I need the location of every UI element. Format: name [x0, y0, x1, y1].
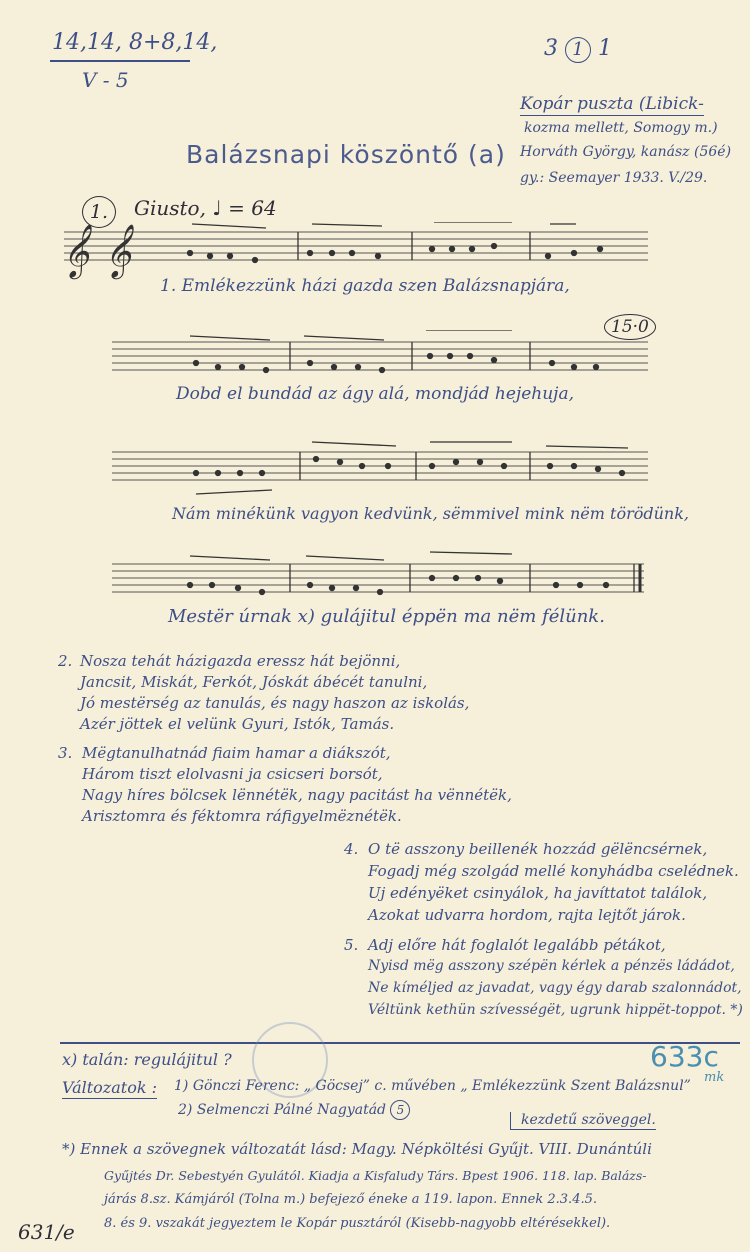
verse-2-line-2: Jancsit, Miskát, Ferkót, Jóskát ábécét tanulni, — [80, 673, 428, 691]
verse-4-line-1: O të asszony beillenék hozzád gëlëncsérnek, — [368, 840, 708, 858]
sheet-number-prefix: 3 — [544, 36, 558, 61]
form-code: V - 5 — [82, 68, 129, 92]
lyrics-line-1: 1. Emlékezzünk házi gazda szen Balázsnapjára, — [160, 276, 570, 296]
verse-4-line-3: Uj edényëket csinyálok, ha javíttatot találok, — [368, 884, 708, 902]
staff-4 — [0, 550, 750, 610]
verse-4-number: 4. — [344, 840, 359, 858]
variants-label: Változatok : — [62, 1078, 158, 1097]
verse-2-line-3: Jó mestërség az tanulás, és nagy haszon az iskolás, — [80, 694, 470, 712]
lyrics-line-3: Nám minékünk vagyon kedvünk, sëmmivel mink nëm törödünk, — [172, 504, 689, 523]
verse-5-line-4: Véltünk kethün szívességët, ugrunk hippët-toppot. *) — [368, 1002, 743, 1018]
lyrics-line-4: Mestër úrnak x) gulájitul éppën ma nëm félünk. — [168, 606, 605, 627]
footnote-star-line-1: *) Ennek a szövegnek változatát lásd: Magy. Népköltési Gyűjt. VIII. Dunántúli — [62, 1140, 652, 1158]
sheet-number-circled: 1 — [565, 37, 591, 63]
lyrics-line-2: Dobd el bundád az ágy alá, mondjád hejehuja, — [176, 384, 574, 404]
verse-5-line-3: Ne kíméljed az javadat, vagy égy darab szalonnádot, — [368, 980, 742, 996]
treble-clef-icon: 𝄞 — [104, 223, 132, 277]
sheet-number — [544, 36, 612, 63]
verse-2-line-1: Nosza tehát házigazda eressz hát bejönni, — [80, 652, 401, 670]
source-performer: Horváth György, kanász (56é) — [520, 144, 732, 160]
variant-2-text: 2) Selmenczi Pálné Nagyatád — [178, 1102, 387, 1118]
verse-4-line-4: Azokat udvarra hordom, rajta lejtőt járok. — [368, 906, 686, 924]
verse-5-number: 5. — [344, 936, 359, 954]
source-place: Kopár puszta (Libick- — [520, 94, 704, 114]
footnote-star-line-4: 8. és 9. vszakát jegyeztem le Kopár pusztáról (Kisebb-nagyobb eltérésekkel). — [104, 1216, 611, 1231]
verse-3-number: 3. — [58, 744, 73, 762]
header-rule — [50, 60, 190, 62]
verse-5-line-2: Nyisd mëg asszony szépën kérlek a pénzës ládádot, — [368, 958, 735, 974]
footnote-divider — [60, 1042, 740, 1044]
source-collector: gy.: Seemayer 1933. V./29. — [520, 170, 708, 186]
staff-3 — [0, 438, 750, 498]
variant-2-note: kezdetű szöveggel. — [510, 1112, 656, 1130]
verse-3-line-3: Nagy híres bölcsek lënnétëk, nagy pacitást ha vënnétëk, — [82, 786, 512, 804]
verse-3-line-4: Arisztomra és féktomra ráfigyelmëznétëk. — [82, 807, 402, 825]
variant-2 — [178, 1100, 410, 1120]
footnote-x: x) talán: regulájitul ? — [62, 1050, 232, 1069]
corner-code: 631/e — [18, 1220, 75, 1244]
tempo-marking: Giusto, ♩ = 64 — [134, 196, 277, 220]
verse-2-number: 2. — [58, 652, 73, 670]
footnote-star-line-2: Gyűjtés Dr. Sebestyén Gyulától. Kiadja a Kisfaludy Társ. Bpest 1906. 118. lap. Balázs- — [104, 1168, 647, 1183]
verse-3-line-2: Három tiszt elolvasni ja csicseri borsót, — [82, 765, 383, 783]
treble-clef-icon: 𝄞 — [62, 223, 90, 277]
staff-2 — [0, 330, 750, 390]
verse-3-line-1: Mëgtanulhatnád fiaim hamar a diákszót, — [82, 744, 391, 762]
verse-2-line-4: Azér jöttek el velünk Gyuri, Istók, Tamás. — [80, 715, 395, 733]
verse-4-line-2: Fogadj még szolgád mellé konyhádba cselédnek. — [368, 862, 739, 880]
variant-2-circled: 5 — [390, 1100, 410, 1120]
source-place-line2: kozma mellett, Somogy m.) — [524, 120, 718, 136]
variant-1: 1) Gönczi Ferenc: „ Göcsej” c. művében „ Emlékezzünk Szent Balázsnul” — [174, 1078, 691, 1094]
sheet-number-suffix: 1 — [598, 36, 612, 61]
song-title: Balázsnapi köszöntő (a) — [186, 140, 506, 169]
footnote-star-line-3: járás 8.sz. Kámjáról (Tolna m.) befejező éneke a 119. lapon. Ennek 2.3.4.5. — [104, 1192, 597, 1207]
archive-number: 633c — [650, 1040, 719, 1073]
staff-1 — [0, 222, 750, 282]
verse-5-line-1: Adj előre hát foglalót legalább pétákot, — [368, 936, 666, 954]
duration-marking: 15·0 — [604, 314, 656, 340]
song-number: 1. — [82, 196, 116, 228]
meter-scheme: 14,14, 8+8,14, — [52, 30, 218, 55]
archive-note: mk — [704, 1070, 725, 1085]
